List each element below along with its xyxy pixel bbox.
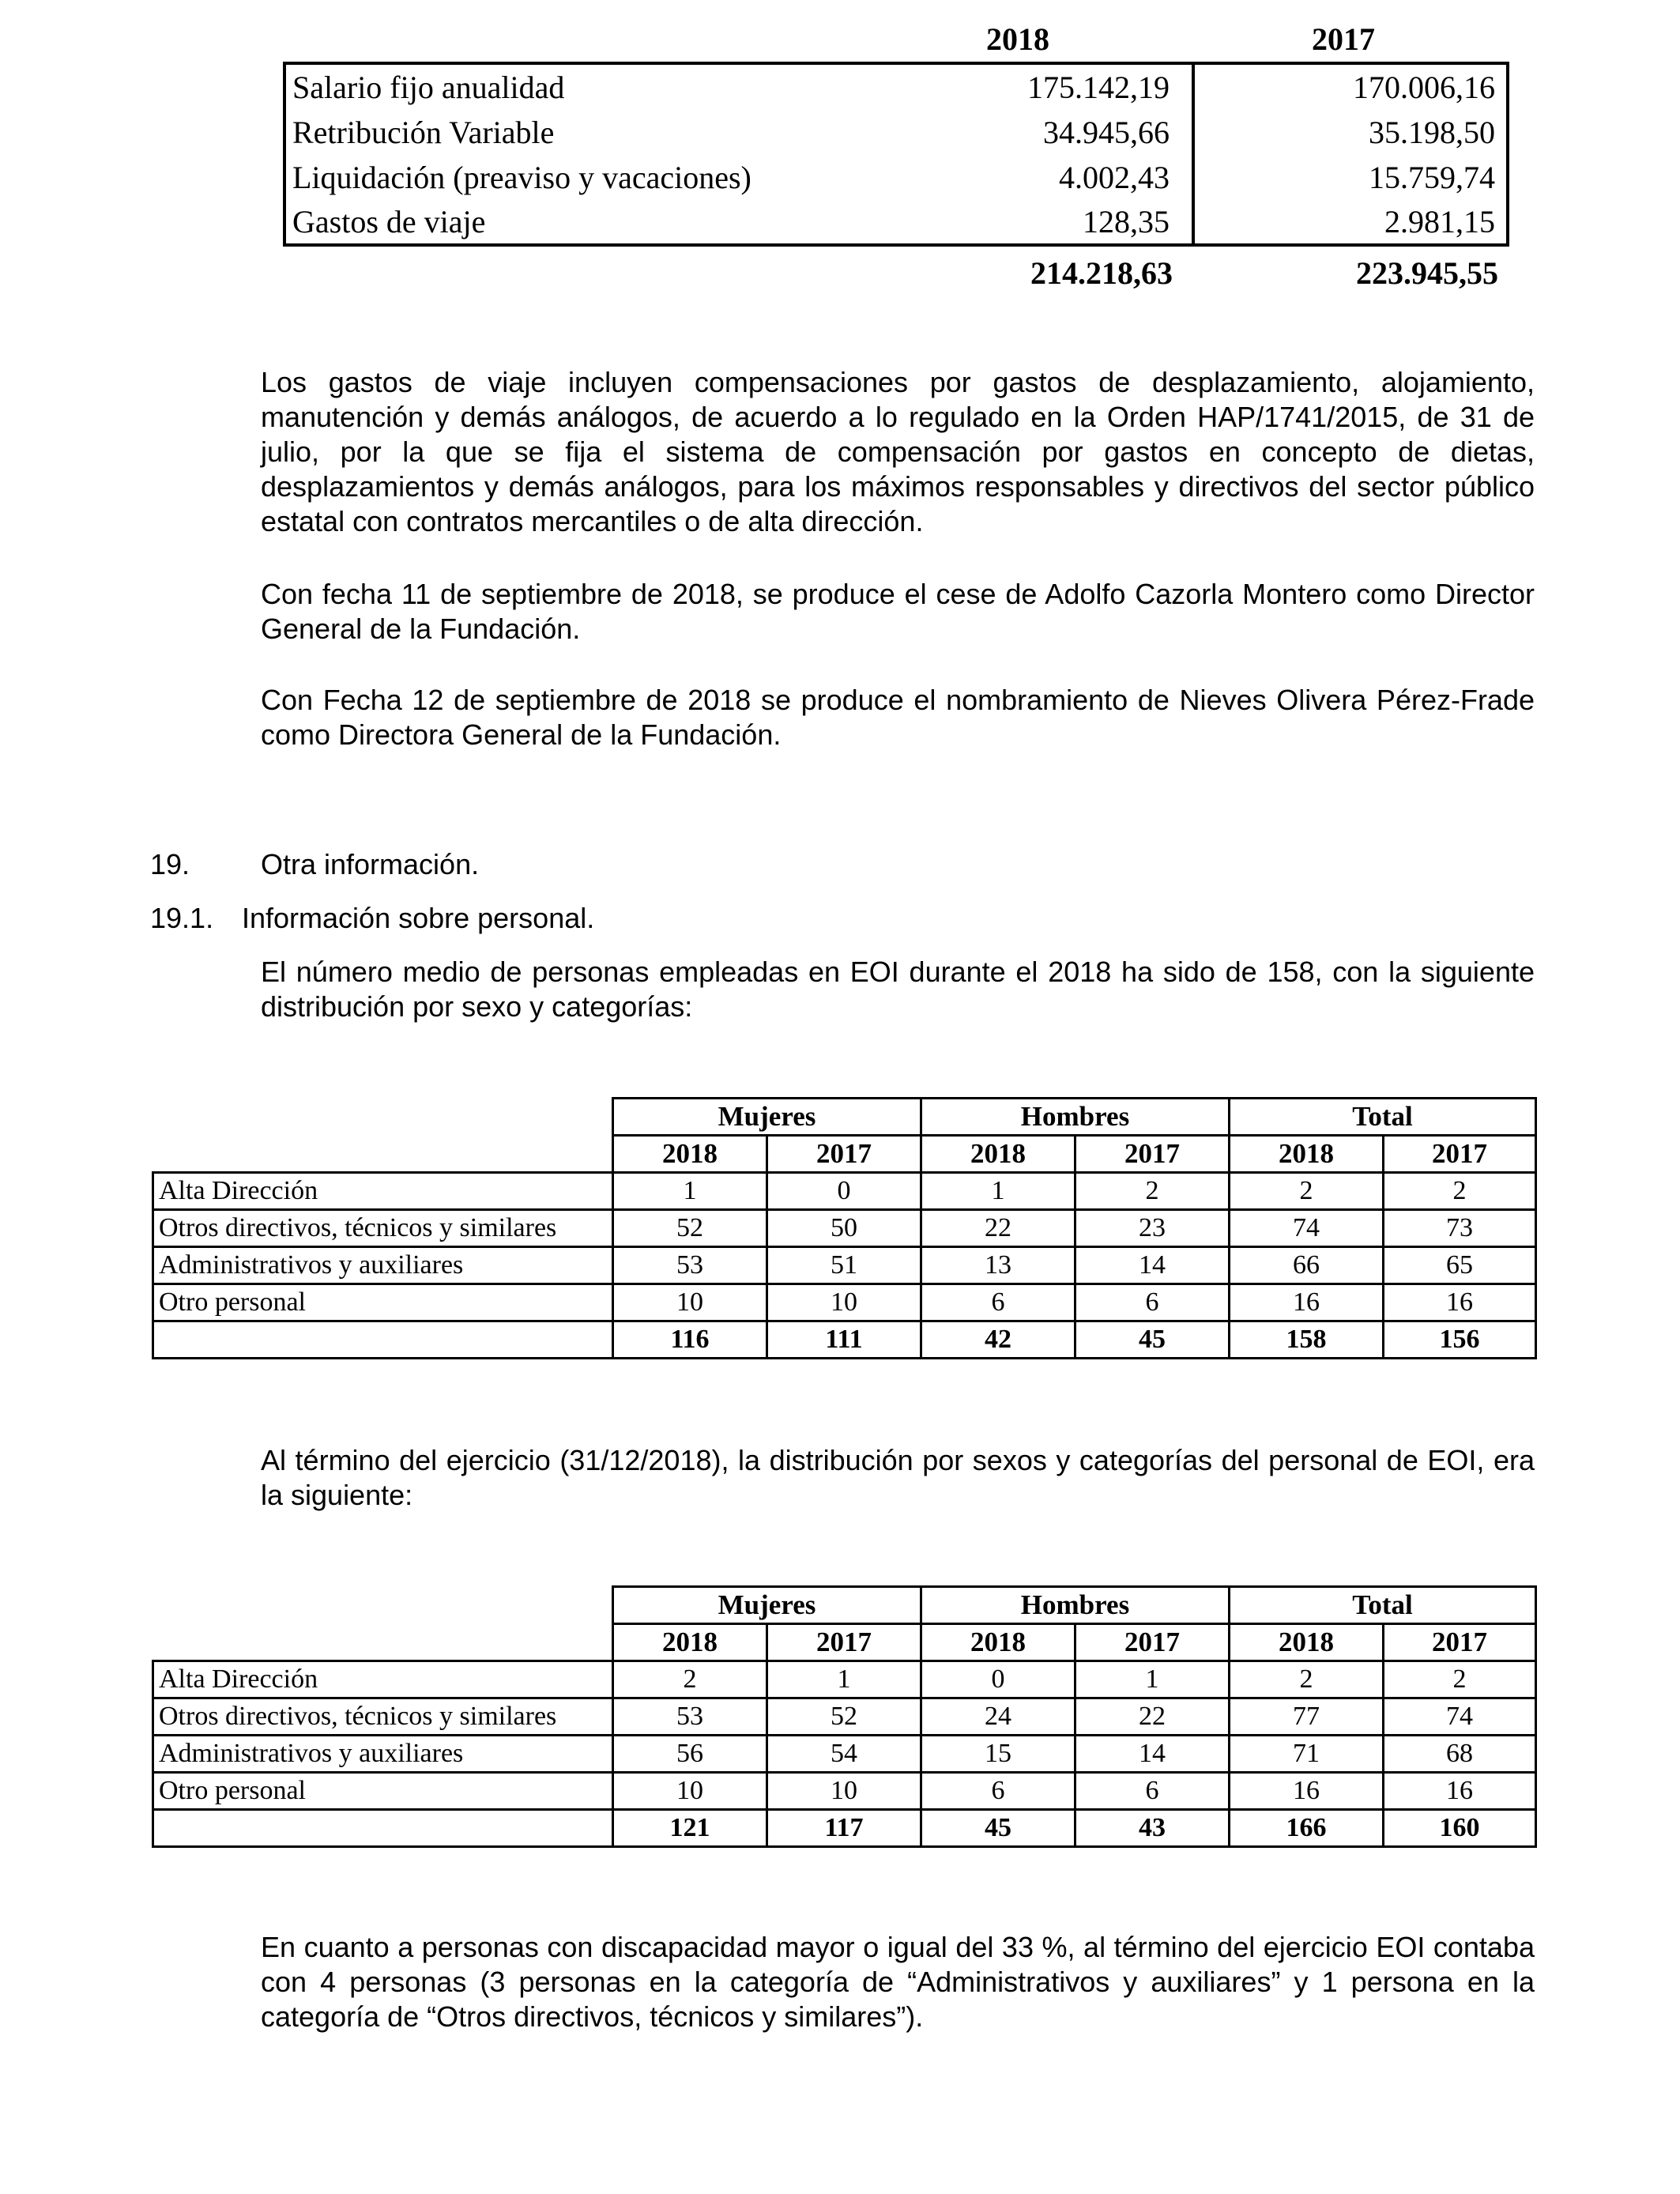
year-header: 2017 <box>767 1136 921 1173</box>
table-cell: 10 <box>613 1284 767 1321</box>
salary-year-2017: 2017 <box>1312 21 1375 57</box>
table-header-row <box>153 1587 1536 1624</box>
table-cell: 16 <box>1384 1773 1536 1810</box>
section-19-1-title: Información sobre personal. <box>242 902 595 934</box>
salary-concept: Salario fijo anualidad <box>292 70 565 105</box>
total-cell: 116 <box>613 1321 767 1359</box>
table-cell: 2 <box>613 1661 767 1698</box>
year-header: 2018 <box>613 1136 767 1173</box>
category-label: Otro personal <box>153 1773 613 1810</box>
table-cell: 2 <box>1230 1173 1384 1210</box>
table-cell: 13 <box>921 1247 1075 1284</box>
salary-value-2017: 35.198,50 <box>1369 115 1495 150</box>
total-cell: 43 <box>1075 1810 1230 1847</box>
year-header: 2017 <box>1075 1624 1230 1661</box>
table-cell: 56 <box>613 1736 767 1773</box>
table-row <box>153 1698 1536 1736</box>
table-cell: 52 <box>613 1210 767 1247</box>
group-header-total: Total <box>1230 1587 1536 1624</box>
salary-value-2017: 170.006,16 <box>1353 70 1495 105</box>
table-cell: 51 <box>767 1247 921 1284</box>
table-cell: 14 <box>1075 1736 1230 1773</box>
total-cell: 42 <box>921 1321 1075 1359</box>
salary-total-row <box>283 251 1509 296</box>
table-cell: 22 <box>1075 1698 1230 1736</box>
table-cell: 10 <box>613 1773 767 1810</box>
table-cell: 1 <box>921 1173 1075 1210</box>
salary-row <box>286 65 1506 111</box>
table-cell: 16 <box>1230 1773 1384 1810</box>
year-end-staff-table <box>152 1585 1537 1848</box>
group-header-mujeres: Mujeres <box>613 1099 921 1136</box>
average-staff-paragraph: El número medio de personas empleadas en EOI durante el 2018 ha sido de 158, con la siguiente distribución por sexo y categorías: <box>261 956 1535 1023</box>
table-cell: 71 <box>1230 1736 1384 1773</box>
year-header: 2018 <box>921 1624 1075 1661</box>
total-cell: 121 <box>613 1810 767 1847</box>
table-cell: 65 <box>1384 1247 1536 1284</box>
total-cell: 158 <box>1230 1321 1384 1359</box>
category-label: Otros directivos, técnicos y similares <box>153 1698 613 1736</box>
table-cell: 24 <box>921 1698 1075 1736</box>
year-header: 2017 <box>1384 1624 1536 1661</box>
table-header-row <box>153 1624 1536 1661</box>
table-cell: 53 <box>613 1698 767 1736</box>
table-cell: 16 <box>1230 1284 1384 1321</box>
table-row <box>153 1773 1536 1810</box>
empty-cell <box>153 1099 613 1136</box>
table-cell: 2 <box>1384 1661 1536 1698</box>
table-cell: 10 <box>767 1773 921 1810</box>
empty-cell <box>153 1136 613 1173</box>
total-cell: 45 <box>1075 1321 1230 1359</box>
salary-value-2018: 175.142,19 <box>1027 70 1170 105</box>
total-cell: 160 <box>1384 1810 1536 1847</box>
year-header: 2018 <box>921 1136 1075 1173</box>
category-label: Otros directivos, técnicos y similares <box>153 1210 613 1247</box>
table-cell: 73 <box>1384 1210 1536 1247</box>
table-cell: 52 <box>767 1698 921 1736</box>
salary-value-2018: 4.002,43 <box>1059 160 1170 195</box>
table-cell: 1 <box>1075 1661 1230 1698</box>
table-cell: 77 <box>1230 1698 1384 1736</box>
table-cell: 1 <box>613 1173 767 1210</box>
total-cell: 117 <box>767 1810 921 1847</box>
totals-label-cell <box>153 1810 613 1847</box>
salary-year-2018: 2018 <box>986 21 1049 57</box>
salary-concept: Retribución Variable <box>292 115 555 150</box>
table-cell: 66 <box>1230 1247 1384 1284</box>
section-19-1-number: 19.1. <box>150 902 214 934</box>
total-cell: 111 <box>767 1321 921 1359</box>
table-cell: 6 <box>1075 1284 1230 1321</box>
table-cell: 15 <box>921 1736 1075 1773</box>
table-cell: 14 <box>1075 1247 1230 1284</box>
category-label: Administrativos y auxiliares <box>153 1736 613 1773</box>
table-cell: 6 <box>921 1773 1075 1810</box>
salary-table-header <box>283 21 1516 62</box>
year-header: 2017 <box>767 1624 921 1661</box>
table-cell: 68 <box>1384 1736 1536 1773</box>
table-cell: 10 <box>767 1284 921 1321</box>
table-cell: 6 <box>1075 1773 1230 1810</box>
table-cell: 1 <box>767 1661 921 1698</box>
totals-row <box>153 1810 1536 1847</box>
table-cell: 6 <box>921 1284 1075 1321</box>
table-cell: 16 <box>1384 1284 1536 1321</box>
table-cell: 74 <box>1384 1698 1536 1736</box>
total-cell: 156 <box>1384 1321 1536 1359</box>
group-header-mujeres: Mujeres <box>613 1587 921 1624</box>
category-label: Otro personal <box>153 1284 613 1321</box>
salary-total-2018: 214.218,63 <box>1030 255 1173 291</box>
group-header-hombres: Hombres <box>921 1587 1230 1624</box>
category-label: Alta Dirección <box>153 1661 613 1698</box>
salary-row <box>286 199 1506 245</box>
table-row <box>153 1247 1536 1284</box>
table-cell: 53 <box>613 1247 767 1284</box>
salary-table <box>283 62 1509 247</box>
table-cell: 0 <box>767 1173 921 1210</box>
totals-row <box>153 1321 1536 1359</box>
totals-label-cell <box>153 1321 613 1359</box>
salary-value-2017: 2.981,15 <box>1384 204 1495 239</box>
category-label: Administrativos y auxiliares <box>153 1247 613 1284</box>
salary-row <box>286 155 1506 201</box>
category-label: Alta Dirección <box>153 1173 613 1210</box>
year-header: 2018 <box>1230 1624 1384 1661</box>
table-cell: 74 <box>1230 1210 1384 1247</box>
salary-value-2018: 34.945,66 <box>1043 115 1170 150</box>
year-end-staff-paragraph: Al término del ejercicio (31/12/2018), la distribución por sexos y categorías del personal de EOI, era la siguiente: <box>261 1444 1535 1511</box>
total-cell: 166 <box>1230 1810 1384 1847</box>
table-row <box>153 1173 1536 1210</box>
section-19-title: Otra información. <box>261 848 480 880</box>
average-staff-table <box>152 1097 1537 1359</box>
table-cell: 2 <box>1230 1661 1384 1698</box>
table-row <box>153 1661 1536 1698</box>
salary-total-2017: 223.945,55 <box>1356 255 1498 291</box>
table-cell: 50 <box>767 1210 921 1247</box>
disability-paragraph: En cuanto a personas con discapacidad mayor o igual del 33 %, al término del ejercicio EOI contaba con 4 personas (3 personas en la categoría de “Administrativos y auxiliares” y 1 persona en la categoría de “Otros directivos, técnicos y similares”). <box>261 1931 1535 2033</box>
salary-value-2017: 15.759,74 <box>1369 160 1495 195</box>
table-cell: 22 <box>921 1210 1075 1247</box>
table-cell: 0 <box>921 1661 1075 1698</box>
salary-concept: Liquidación (preaviso y vacaciones) <box>292 160 751 195</box>
appointment-paragraph: Con Fecha 12 de septiembre de 2018 se produce el nombramiento de Nieves Olivera Pérez-Frade como Directora General de la Fundación. <box>261 684 1535 751</box>
table-header-row <box>153 1136 1536 1173</box>
salary-concept: Gastos de viaje <box>292 204 486 239</box>
table-cell: 54 <box>767 1736 921 1773</box>
year-header: 2017 <box>1384 1136 1536 1173</box>
year-header: 2017 <box>1075 1136 1230 1173</box>
year-header: 2018 <box>1230 1136 1384 1173</box>
travel-expenses-paragraph: Los gastos de viaje incluyen compensaciones por gastos de desplazamiento, alojamiento, manutención y demás análogos, de acuerdo a lo regulado en la Orden HAP/1741/2015, de 31 de julio, por la que se fija el sistema de compensación por gastos en concepto de dietas, desplazamientos y demás análogos, para los máximos responsables y directivos del sector público estatal con contratos mercantiles o de alta dirección. <box>261 366 1535 537</box>
year-header: 2018 <box>613 1624 767 1661</box>
total-cell: 45 <box>921 1810 1075 1847</box>
table-row <box>153 1210 1536 1247</box>
section-19-number: 19. <box>150 848 190 880</box>
table-cell: 2 <box>1384 1173 1536 1210</box>
table-row <box>153 1736 1536 1773</box>
group-header-total: Total <box>1230 1099 1536 1136</box>
salary-row <box>286 110 1506 156</box>
group-header-hombres: Hombres <box>921 1099 1230 1136</box>
table-cell: 2 <box>1075 1173 1230 1210</box>
table-cell: 23 <box>1075 1210 1230 1247</box>
salary-value-2018: 128,35 <box>1083 204 1170 239</box>
empty-cell <box>153 1624 613 1661</box>
table-header-row <box>153 1099 1536 1136</box>
table-row <box>153 1284 1536 1321</box>
dismissal-paragraph: Con fecha 11 de septiembre de 2018, se produce el cese de Adolfo Cazorla Montero como Director General de la Fundación. <box>261 578 1535 645</box>
empty-cell <box>153 1587 613 1624</box>
